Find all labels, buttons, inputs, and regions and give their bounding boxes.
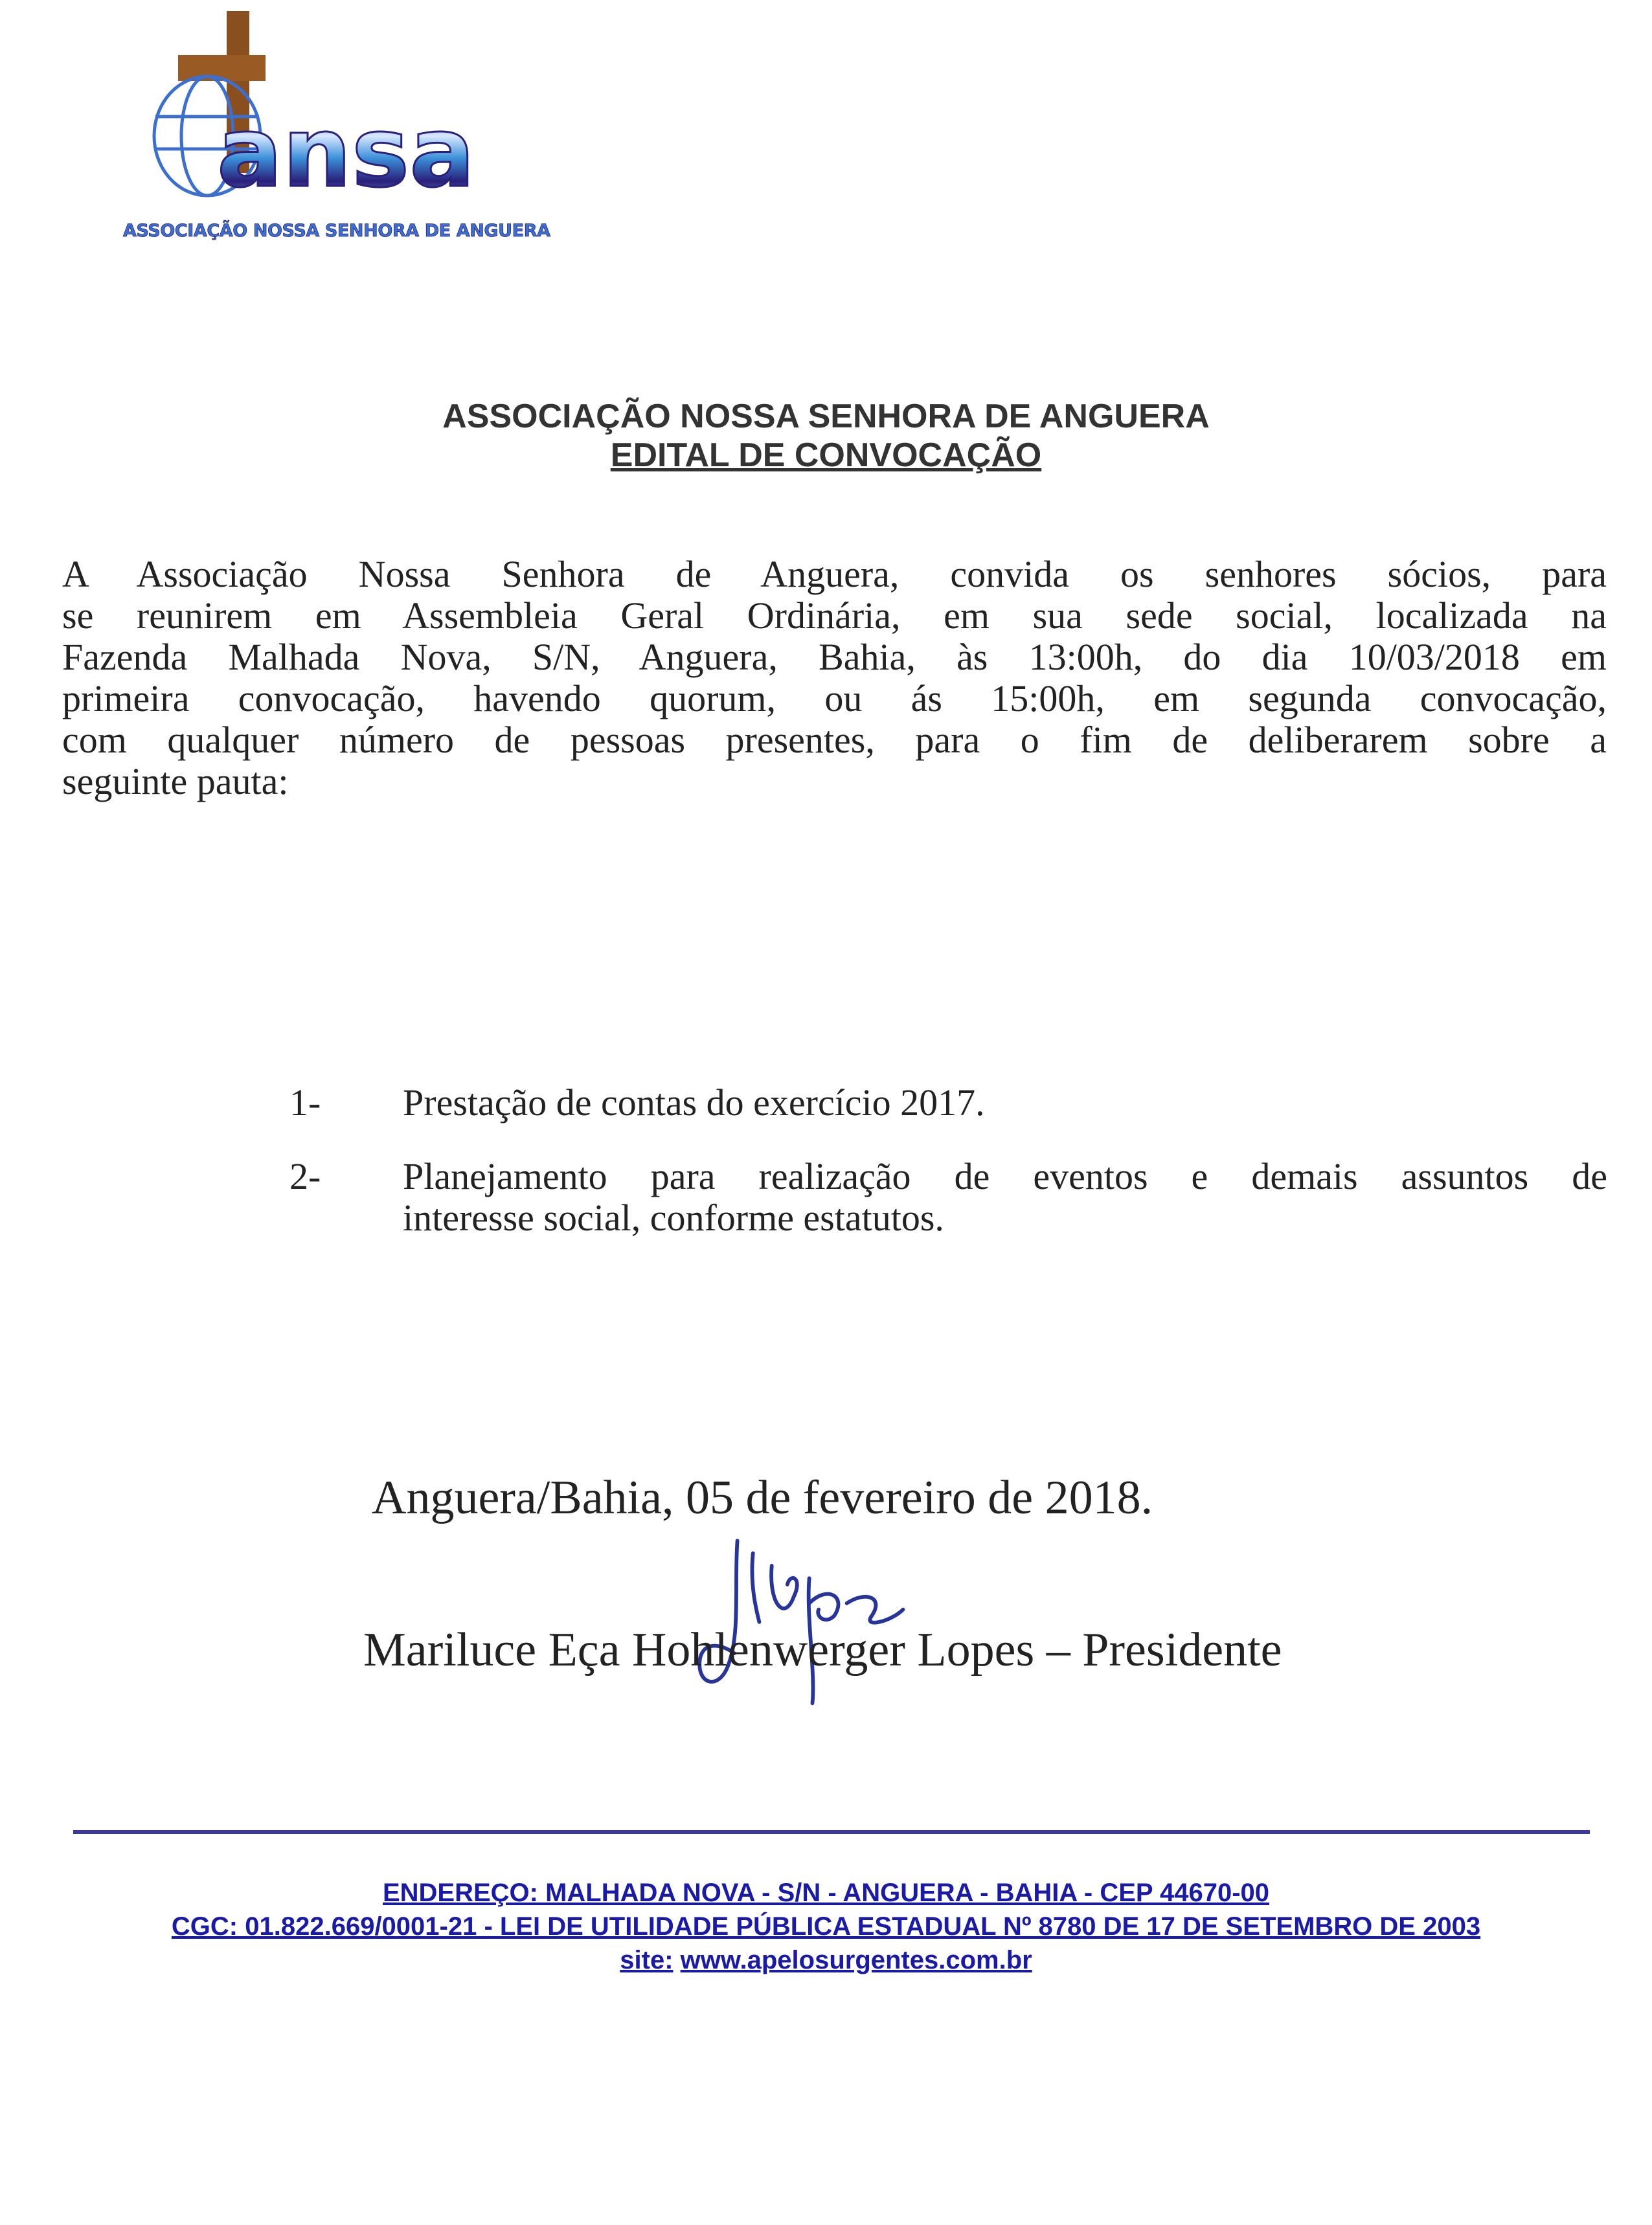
body-line: primeira convocação, havendo quorum, ou ás 15:00h, em segunda convocação, (62, 677, 1607, 719)
ansa-logo (110, 10, 563, 243)
site-link[interactable]: www.apelosurgentes.com.br (680, 1946, 1032, 1974)
footer-address: ENDEREÇO: MALHADA NOVA - S/N - ANGUERA - BAHIA - CEP 44670-00 (382, 1879, 1270, 1907)
body-line: se reunirem em Assembleia Geral Ordinária, em sua sede social, localizada na (62, 594, 1607, 637)
body-line: com qualquer número de pessoas presentes, para o fim de deliberarem sobre a (62, 719, 1607, 761)
body-line: Fazenda Malhada Nova, S/N, Anguera, Bahia, às 13:00h, do dia 10/03/2018 em (62, 636, 1607, 678)
agenda-item-number: 1- (289, 1081, 321, 1124)
agenda-item-text: Prestação de contas do exercício 2017. (403, 1081, 985, 1124)
body-line: seguinte pauta: (62, 760, 289, 802)
footer-site (0, 1945, 1652, 1975)
doc-title: EDITAL DE CONVOCAÇÃO (610, 436, 1042, 474)
site-label: site: (620, 1946, 673, 1974)
agenda-item-text: Planejamento para realização de eventos e demais assuntos de (403, 1155, 1607, 1197)
place-date: Anguera/Bahia, 05 de fevereiro de 2018. (372, 1471, 1153, 1524)
signatory-name: Mariluce Eça Hohlenwerger Lopes – Presidente (363, 1623, 1282, 1677)
footer-registry: CGC: 01.822.669/0001-21 - LEI DE UTILIDADE PÚBLICA ESTADUAL Nº 8780 DE 17 DE SETEMBRO DE 2003 (171, 1912, 1481, 1941)
logo-wordmark: ansa (217, 96, 475, 209)
signature (680, 1528, 926, 1710)
agenda-item-text: interesse social, conforme estatutos. (403, 1197, 944, 1239)
logo-caption: ASSOCIAÇÃO NOSSA SENHORA DE ANGUERA (123, 221, 550, 241)
org-name-heading: ASSOCIAÇÃO NOSSA SENHORA DE ANGUERA (442, 398, 1210, 435)
agenda-item-number: 2- (289, 1155, 321, 1197)
footer-divider (73, 1830, 1590, 1834)
body-line: A Associação Nossa Senhora de Anguera, convida os senhores sócios, para (62, 553, 1607, 595)
